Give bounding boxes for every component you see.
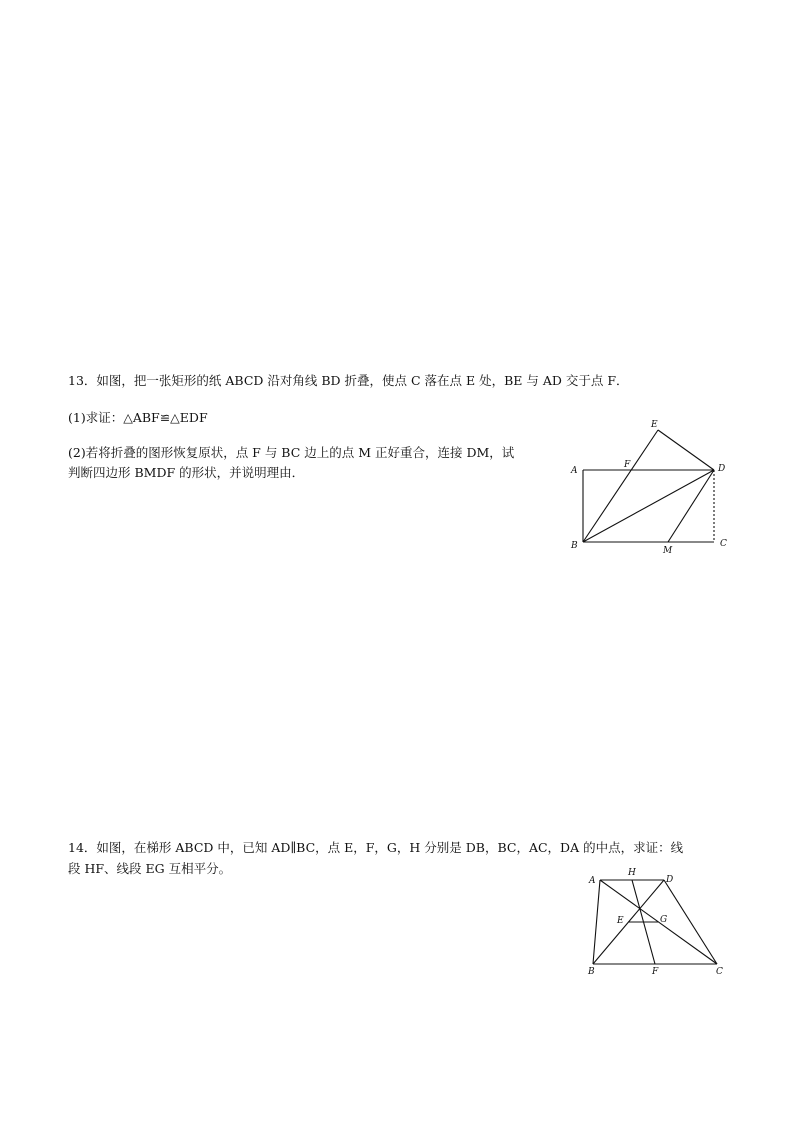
q14-label-c: C (716, 967, 723, 977)
q14-label-h: H (628, 868, 636, 878)
q14-label-g: G (660, 915, 668, 925)
q14-label-e: E (617, 916, 624, 926)
q14-label-a: A (589, 876, 596, 886)
q13-label-f: F (624, 460, 631, 470)
q14-segment-dc (664, 880, 717, 964)
q13-part2-line2: 判断四边形 BMDF 的形状，并说明理由． (68, 465, 305, 480)
q14-figure (580, 860, 740, 985)
q13-label-a: A (571, 466, 578, 476)
q13-segment-be (583, 430, 658, 542)
q13-stem: 13．如图，把一张矩形的纸 ABCD 沿对角线 BD 折叠，使点 C 落在点 E 处，BE 与 AD 交于点 F． (68, 373, 629, 388)
q14-segment-ab (593, 880, 600, 964)
q13-segment-dm (668, 470, 714, 542)
q14-label-d: D (666, 875, 674, 885)
q14-line1: 14．如图，在梯形 ABCD 中，已知 AD∥BC，点 E，F，G，H 分别是 DB，BC，AC，DA 的中点，求证：线 (68, 840, 684, 855)
q13-label-c: C (720, 539, 727, 549)
q13-segment-bd (583, 470, 714, 542)
q14-label-f: F (652, 967, 659, 977)
q14-line2: 段 HF、线段 EG 互相平分。 (68, 861, 232, 876)
q13-figure (560, 410, 740, 560)
q13-label-b: B (571, 541, 578, 551)
q13-part2-line1: (2)若将折叠的图形恢复原状，点 F 与 BC 边上的点 M 正好重合，连接 DM，试 (68, 445, 515, 460)
q13-part1: (1)求证：△ABF≌△EDF (68, 410, 208, 425)
q13-label-d: D (718, 464, 726, 474)
q13-segment-ed (658, 430, 714, 470)
q13-label-m: M (663, 546, 673, 556)
q14-label-b: B (588, 967, 595, 977)
q13-label-e: E (651, 420, 658, 430)
